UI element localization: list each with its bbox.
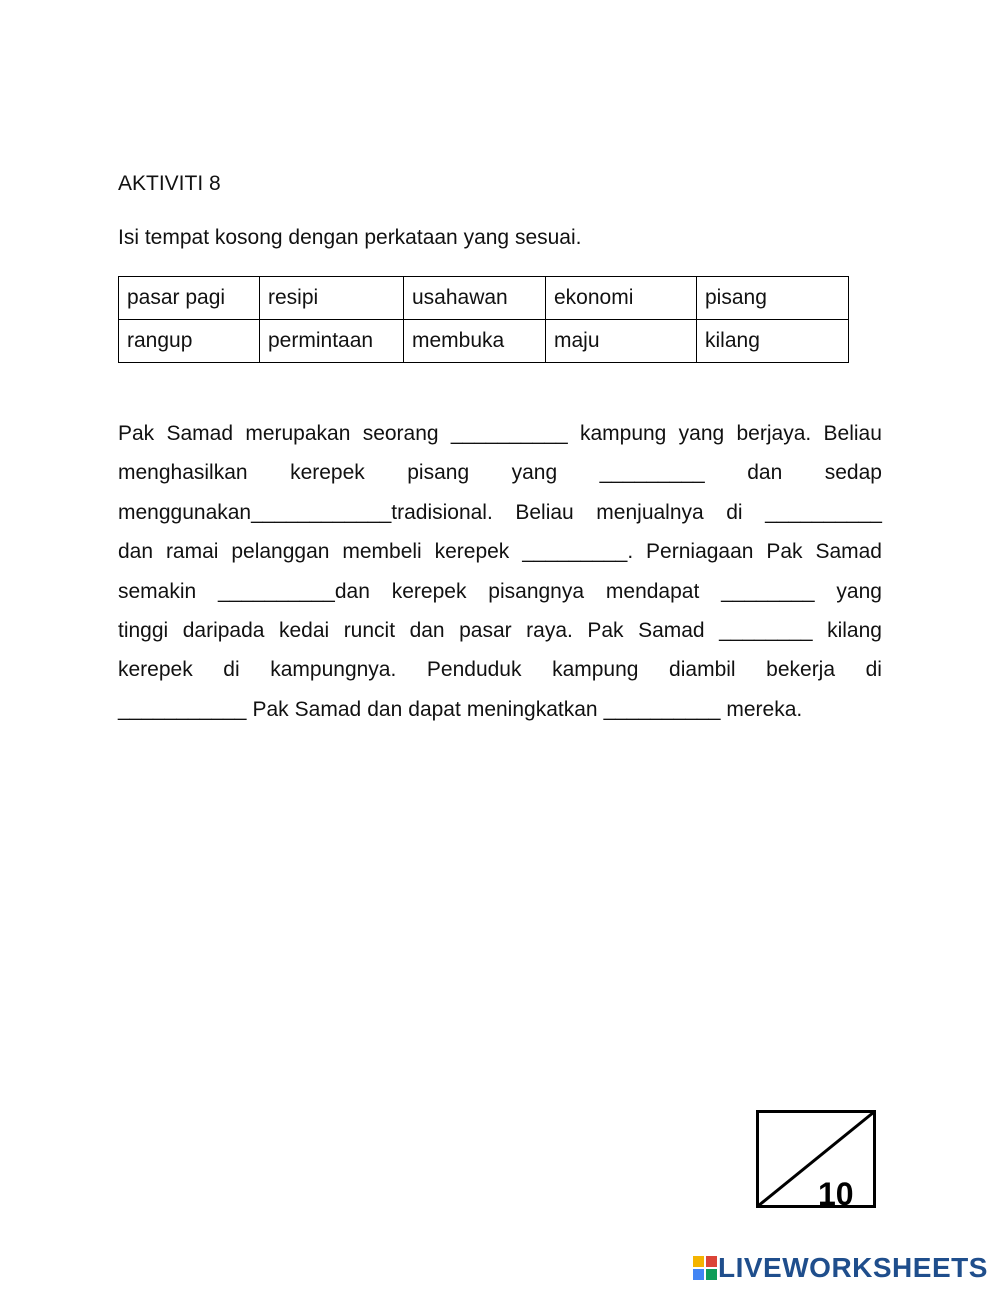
- passage-word: mendapat: [605, 579, 700, 603]
- passage-word: berjaya.: [736, 422, 812, 445]
- passage-line: [118, 611, 882, 650]
- answer-blank[interactable]: _________: [599, 461, 705, 485]
- answer-blank[interactable]: ___________: [118, 697, 247, 721]
- passage-word: Pak: [118, 422, 155, 445]
- passage-line: [118, 414, 882, 453]
- passage-word: pisang: [407, 461, 470, 485]
- passage-word: Pak: [587, 618, 624, 642]
- passage-word: sedap: [824, 461, 882, 485]
- liveworksheets-logo: [692, 1252, 988, 1284]
- passage-word: Beliau: [515, 500, 574, 524]
- passage-word: Samad: [638, 618, 705, 642]
- passage-word: menghasilkan: [118, 461, 248, 485]
- passage-word: Samad: [166, 422, 234, 445]
- passage-word: kerepek: [434, 540, 510, 564]
- passage-word: bekerja: [766, 658, 836, 682]
- answer-blank[interactable]: __________: [765, 500, 882, 524]
- word-bank-cell: resipi: [260, 277, 404, 320]
- passage-word: dan: [747, 461, 783, 485]
- answer-blank[interactable]: ________: [719, 618, 813, 642]
- passage-word: kedai: [278, 618, 330, 642]
- passage-word: yang: [511, 461, 558, 485]
- passage-word: kampungnya.: [270, 658, 397, 682]
- passage-word: Penduduk: [426, 658, 522, 682]
- passage-word: pasar: [459, 618, 512, 642]
- word-bank-cell: rangup: [119, 320, 260, 363]
- passage-word: menjualnya: [596, 500, 704, 524]
- passage-word: di: [223, 658, 240, 682]
- passage-word: yang: [678, 422, 725, 445]
- passage-word: yang: [836, 579, 882, 603]
- passage-line: [118, 453, 882, 492]
- word-bank-cell: ekonomi: [546, 277, 697, 320]
- passage-word: kilang: [827, 618, 882, 642]
- passage-word: kerepek: [118, 658, 193, 682]
- answer-blank[interactable]: __________: [603, 697, 721, 721]
- score-total: 10: [818, 1176, 854, 1212]
- word-bank-cell: kilang: [697, 320, 849, 363]
- answer-blank[interactable]: __________: [450, 422, 568, 445]
- passage-word: dan: [118, 540, 154, 564]
- passage-word: dapat: [408, 697, 461, 721]
- word-bank-cell: membuka: [404, 320, 546, 363]
- word-bank-row: [119, 277, 849, 320]
- passage-word: kampung: [552, 658, 639, 682]
- passage-line: [118, 572, 882, 611]
- passage-word: meningkatkan: [466, 697, 598, 721]
- passage-word: Perniagaan: [646, 540, 754, 564]
- score-box: [756, 1110, 876, 1208]
- passage-word: Samad: [815, 540, 882, 564]
- passage-line: [118, 532, 882, 571]
- passage-word: seorang: [362, 422, 439, 445]
- passage-word: Pak: [766, 540, 803, 564]
- word-bank-table: [118, 276, 849, 363]
- activity-title: AKTIVITI 8: [118, 172, 221, 195]
- word-bank-cell: maju: [546, 320, 697, 363]
- passage-word: runcit: [343, 618, 396, 642]
- word-bank-cell: permintaan: [260, 320, 404, 363]
- passage-word: diambil: [669, 658, 736, 682]
- passage-word: kerepek: [391, 579, 467, 603]
- passage-word: di: [865, 658, 882, 682]
- word-bank-cell: usahawan: [404, 277, 546, 320]
- word-bank-cell: pasar pagi: [119, 277, 260, 320]
- passage-line: [118, 650, 882, 689]
- passage-word: membeli: [342, 540, 422, 564]
- passage-word: tinggi: [118, 618, 169, 642]
- passage-word: daripada: [182, 618, 265, 642]
- liveworksheets-wordmark: LIVEWORKSHEETS: [718, 1252, 988, 1283]
- passage-line: [118, 690, 882, 729]
- passage-word: ramai: [165, 540, 219, 564]
- fill-in-passage: [118, 414, 882, 729]
- passage-word: semakin: [118, 579, 197, 603]
- passage-word: di: [726, 500, 743, 524]
- answer-blank[interactable]: menggunakan____________tradisional.: [118, 500, 493, 524]
- passage-word: dan: [367, 697, 403, 721]
- passage-word: kerepek: [290, 461, 365, 485]
- passage-word: Samad: [294, 697, 362, 721]
- answer-blank[interactable]: ________: [721, 579, 815, 603]
- passage-word: pisangnya: [488, 579, 585, 603]
- word-bank-cell: pisang: [697, 277, 849, 320]
- passage-word: Beliau: [823, 422, 882, 445]
- passage-word: raya.: [526, 618, 573, 642]
- word-bank-row: [119, 320, 849, 363]
- passage-word: kampung: [579, 422, 667, 445]
- passage-word: dan: [409, 618, 445, 642]
- passage-word: mereka.: [726, 697, 803, 721]
- passage-word: pelanggan: [231, 540, 330, 564]
- activity-instruction: Isi tempat kosong dengan perkataan yang sesuai.: [118, 226, 582, 249]
- passage-word: merupakan: [245, 422, 351, 445]
- liveworksheets-logo-icon: [692, 1255, 718, 1281]
- answer-blank[interactable]: __________dan: [218, 579, 370, 603]
- answer-blank[interactable]: _________.: [522, 540, 634, 564]
- passage-line: [118, 493, 882, 532]
- passage-word: Pak: [252, 697, 289, 721]
